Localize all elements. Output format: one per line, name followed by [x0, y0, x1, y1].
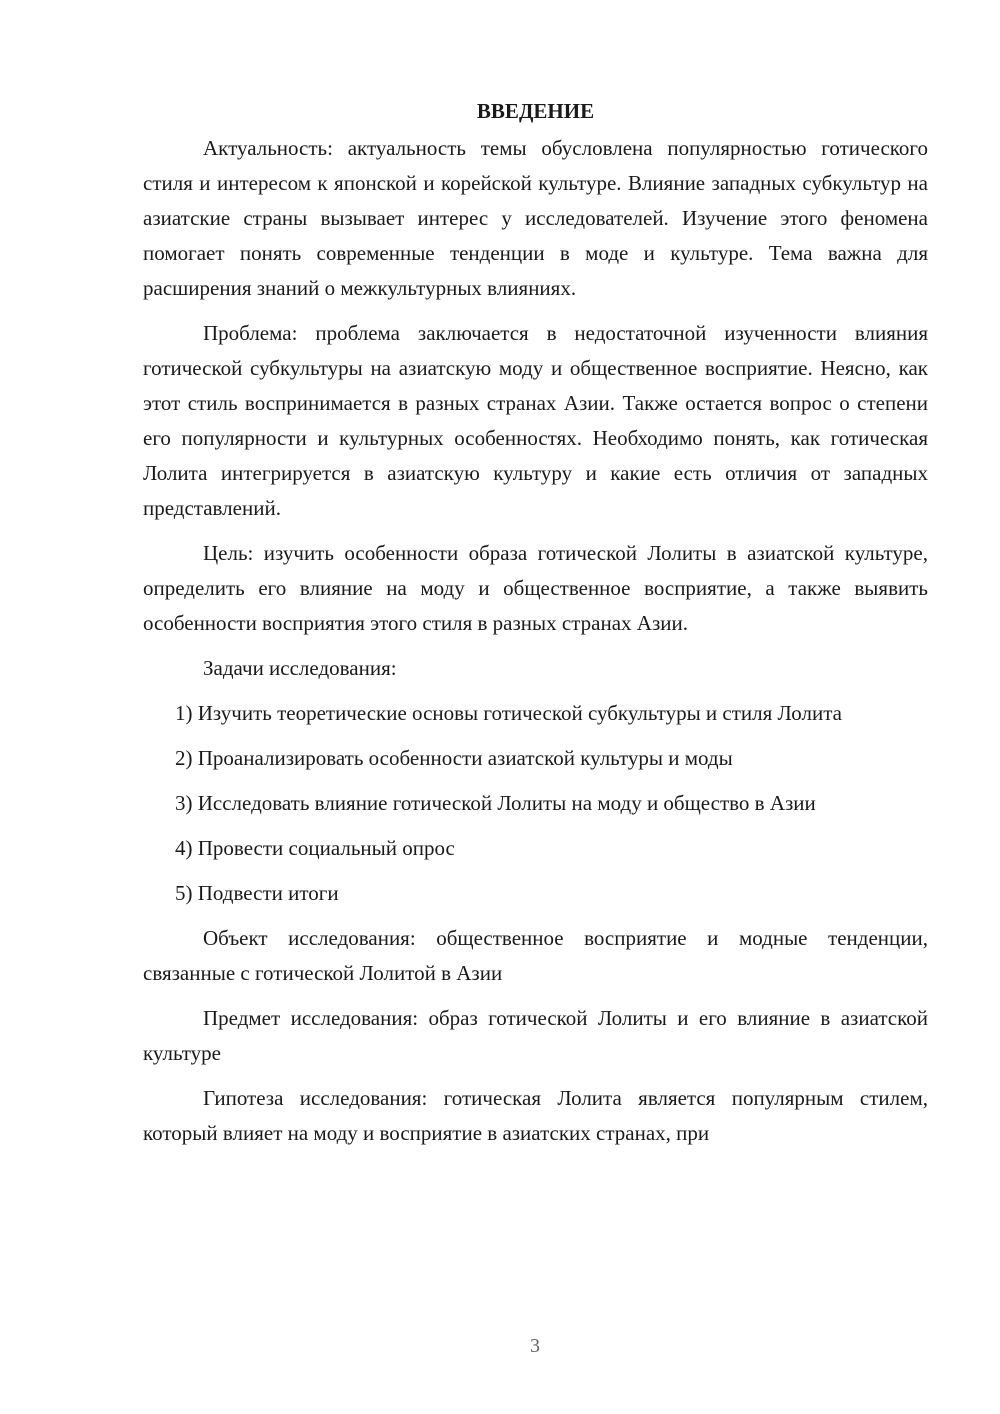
task-item-4: 4) Провести социальный опрос — [175, 836, 455, 860]
task-item-3: 3) Исследовать влияние готической Лолиты на моду и общество в Азии — [175, 791, 816, 815]
page-number: 3 — [530, 1335, 540, 1357]
paragraph-problem: Проблема: проблема заключается в недостаточной изученности влияния готической субкультуры на азиатскую моду и общественное восприятие. Неясно, как этот стиль воспринимается в разных странах Азии. Также остается вопрос о степени его популярности и культурных особенностях. Необходимо понять, как готическая Лолита интегрируется в азиатскую культуру и какие есть отличия от западных представлений. — [143, 321, 928, 520]
paragraph-hypothesis: Гипотеза исследования: готическая Лолита является популярным стилем, который влияет на моду и восприятие в азиатских странах, при — [143, 1086, 928, 1145]
task-item-1: 1) Изучить теоретические основы готической субкультуры и стиля Лолита — [175, 701, 842, 725]
document-page — [143, 96, 928, 1161]
section-title: ВВЕДЕНИЕ — [476, 99, 595, 123]
paragraph-goal: Цель: изучить особенности образа готической Лолиты в азиатской культуре, определить его влияние на моду и общественное восприятие, а также выявить особенности восприятия этого стиля в разных странах Азии. — [143, 541, 928, 635]
task-item-2: 2) Проанализировать особенности азиатской культуры и моды — [175, 746, 733, 770]
task-item-5: 5) Подвести итоги — [175, 881, 339, 905]
paragraph-actuality: Актуальность: актуальность темы обусловлена популярностью готического стиля и интересом к японской и корейской культуре. Влияние западных субкультур на азиатские страны вызывает интерес у исследователей. Изучение этого феномена помогает понять современные тенденции в моде и культуре. Тема важна для расширения знаний о межкультурных влияниях. — [143, 136, 928, 300]
paragraph-object: Объект исследования: общественное восприятие и модные тенденции, связанные с готической Лолитой в Азии — [143, 926, 928, 985]
paragraph-subject: Предмет исследования: образ готической Лолиты и его влияние в азиатской культуре — [143, 1006, 928, 1065]
tasks-heading: Задачи исследования: — [203, 656, 397, 680]
